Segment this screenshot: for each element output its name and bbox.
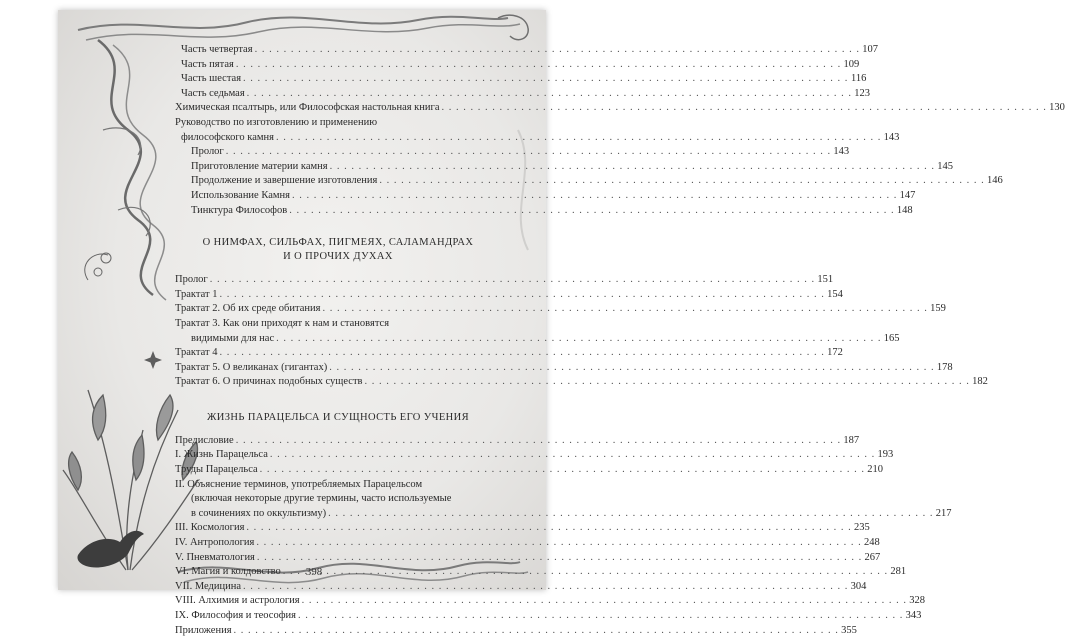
toc-entry: Трактат 3. Как они приходят к нам и становятся — [175, 317, 390, 329]
page-number: 398 — [305, 566, 323, 578]
toc-entry: Трактат 4 . . . 172 — [175, 346, 501, 361]
toc-entry: Трактат 6. О причинах подобных существ . . . 182 — [175, 375, 501, 390]
toc-entry: видимыми для нас . . . 165 — [175, 332, 501, 347]
toc-entry: Трактат 5. О великанах (гигантах) . . . 178 — [175, 361, 501, 376]
section-heading: ЖИЗНЬ ПАРАЦЕЛЬСА И СУЩНОСТЬ ЕГО УЧЕНИЯ — [206, 411, 470, 423]
toc-entry: Приложения . . . 355 — [175, 624, 501, 638]
toc-entry: Трактат 1 . . . 154 — [175, 288, 501, 303]
section-heading: И О ПРОЧИХ ДУХАХ — [283, 251, 393, 263]
toc-entry: VIII. Алхимия и астрология . . . 328 — [175, 594, 501, 609]
star-ornament — [144, 351, 162, 369]
toc-entry: I. Жизнь Парацельса . . . 193 — [175, 448, 501, 463]
bird-illustration — [77, 531, 144, 568]
toc-entry: Приготовление материи камня . . . 145 — [175, 160, 501, 175]
toc-entry: IV. Антропология . . . 248 — [175, 536, 501, 551]
toc-entry: Труды Парацельса . . . 210 — [175, 463, 501, 478]
toc-entry: Продолжение и завершение изготовления . . . 146 — [175, 174, 501, 189]
toc-entry: Часть пятая . . . 109 — [175, 58, 501, 73]
book-page — [58, 10, 1065, 636]
toc-entry: Тинктура Философов . . . 148 — [175, 204, 501, 219]
flower-ornament — [85, 253, 111, 280]
section-alchemy — [175, 43, 1065, 218]
toc-entry: Пролог . . . 151 — [175, 273, 501, 288]
table-of-contents — [175, 43, 1065, 638]
toc-entry: Использование Камня . . . 147 — [175, 189, 501, 204]
toc-entry: VII. Медицина . . . 304 — [175, 580, 501, 595]
toc-entry: Руководство по изготовлению и применению — [175, 116, 378, 128]
toc-entry: IX. Философия и теософия . . . 343 — [175, 609, 501, 624]
toc-entry: философского камня . . . 143 — [175, 131, 501, 146]
toc-entry: II. Объяснение терминов, употребляемых Парацельсом — [175, 478, 423, 490]
section-nymphs — [175, 236, 988, 390]
toc-entry: III. Космология . . . 235 — [175, 521, 501, 536]
toc-entry: V. Пневматология . . . 267 — [175, 551, 501, 566]
section-heading: О НИМФАХ, СИЛЬФАХ, ПИГМЕЯХ, САЛАМАНДРАХ — [202, 237, 474, 249]
toc-entry: Часть четвертая . . . 107 — [175, 43, 501, 58]
toc-entry: VI. Магия и колдовство . . . 281 — [175, 565, 501, 580]
toc-entry: Трактат 2. Об их среде обитания . . . 159 — [175, 302, 501, 317]
toc-entry: Предисловие . . . 187 — [175, 434, 501, 449]
toc-entry: в сочинениях по оккультизму) . . . 217 — [175, 507, 501, 522]
toc-entry: (включая некоторые другие термины, часто используемые — [191, 493, 452, 505]
section-paracelsus — [175, 411, 952, 638]
toc-entry: Часть шестая . . . 116 — [175, 72, 501, 87]
toc-entry: Химическая псалтырь, или Философская настольная книга . . . 130 — [175, 101, 501, 116]
toc-entry: Пролог . . . 143 — [175, 145, 501, 160]
toc-entry: Часть седьмая . . . 123 — [175, 87, 501, 102]
